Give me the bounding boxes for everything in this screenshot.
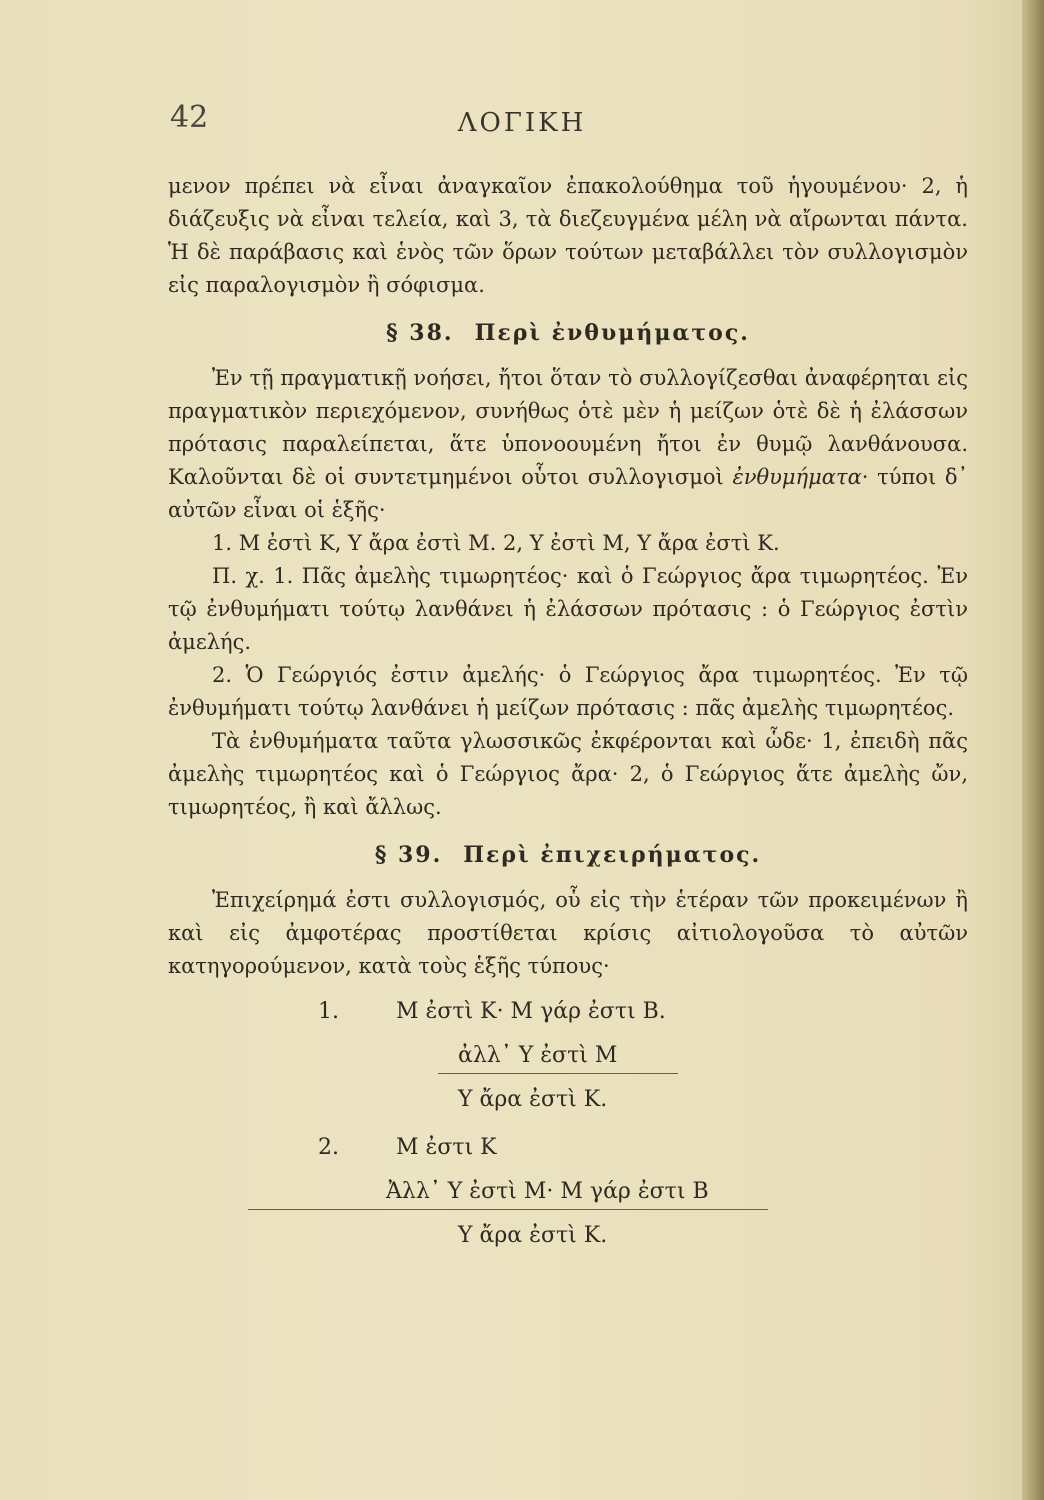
enthymeme-example-1: Π. χ. 1. Πᾶς ἀμελὴς τιμωρητέος· καὶ ὁ Γεώργιος ἄρα τιμωρητέος. Ἐν τῷ ἐνθυμήματι τούτῳ λανθάνει ἡ ἐλάσσων πρότασις : ὁ Γεώργιος ἐστὶν ἀμελής. (168, 564, 968, 654)
enthymeme-example-2: 2. Ὁ Γεώργιός ἐστιν ἀμελής· ὁ Γεώργιος ἄρα τιμωρητέος. Ἐν τῷ ἐνθυμήματι τούτῳ λανθάνει ἡ μείζων πρότασις : πᾶς ἀμελὴς τιμωρητέος. (168, 663, 968, 720)
enthymeme-final-paragraph: Τὰ ἐνθυμήματα ταῦτα γλωσσικῶς ἐκφέρονται καὶ ὧδε· 1, ἐπειδὴ πᾶς ἀμελὴς τιμωρητέος καὶ ὁ Γεώργιος ἄρα· 2, ὁ Γεώργιος ἅτε ἀμελὴς ὤν, τιμωρητέος, ἢ καὶ ἄλλως. (168, 729, 968, 819)
form-2-line-3: Υ ἄρα ἐστὶ Κ. (458, 1223, 608, 1248)
section-38-number: § 38. (386, 320, 454, 346)
section-38-paragraph (168, 362, 968, 527)
form-1-line-2: ἀλλ᾽ Υ ἐστὶ Μ (458, 1043, 618, 1068)
running-title: ΛΟΓΙΚΗ (457, 108, 587, 138)
section-38-title: Περὶ ἐνθυμήματος. (474, 320, 750, 346)
section-39-number: § 39. (374, 842, 443, 868)
section-38-heading (168, 317, 968, 350)
form-1-number: 1. (318, 999, 339, 1024)
section-38-para-tail: · τύποι δ᾽ αὐτῶν εἶναι οἱ ἑξῆς· (168, 465, 968, 522)
epicheirema-form-2 (168, 1125, 968, 1257)
epicheirema-form-1 (168, 989, 968, 1121)
intro-paragraph: μενον πρέπει νὰ εἶναι ἀναγκαῖον ἐπακολούθημα τοῦ ἡγουμένου· 2, ἡ διάζευξις νὰ εἶναι τελεία, καὶ 3, τὰ διεζευγμένα μέλη νὰ αἴρωνται πάντα. Ἡ δὲ παράβασις καὶ ἑνὸς τῶν ὅρων τούτων μεταβάλλει τὸν συλλογισμὸν εἰς παραλογισμὸν ἢ σόφισμα. (168, 174, 968, 297)
term-enthymemata: ἐνθυμήματα (732, 465, 862, 489)
page-header (0, 100, 1044, 150)
section-39-paragraph: Ἐπιχείρημά ἐστι συλλογισμός, οὗ εἰς τὴν ἑτέραν τῶν προκειμένων ἢ καὶ εἰς ἀμφοτέρας προστίθεται κρίσις αἰτιολογοῦσα τὸ αὐτῶν κατηγορούμενον, κατὰ τοὺς ἑξῆς τύπους· (168, 888, 968, 978)
page-number: 42 (170, 100, 209, 135)
form-2-line-2: Ἀλλ᾽ Υ ἐστὶ Μ· Μ γάρ ἐστι Β (386, 1179, 709, 1204)
form-1-line-1: Μ ἐστὶ Κ· Μ γάρ ἐστι Β. (396, 999, 666, 1024)
enthymeme-formula: 1. Μ ἐστὶ Κ, Υ ἄρα ἐστὶ Μ. 2, Υ ἐστὶ Μ, Υ ἄρα ἐστὶ Κ. (212, 531, 780, 555)
section-39-title: Περὶ ἐπιχειρήματος. (463, 842, 762, 868)
form-2-line-1: Μ ἐστι Κ (396, 1135, 497, 1160)
form-2-number: 2. (318, 1135, 339, 1160)
book-spine-edge (1022, 0, 1044, 1500)
section-38-para-text: Ἐν τῇ πραγματικῇ νοήσει, ἤτοι ὅταν τὸ συλλογίζεσθαι ἀναφέρηται εἰς πραγματικὸν περιεχόμενον, συνήθως ὁτὲ μὲν ἡ μείζων ὁτὲ δὲ ἡ ἐλάσσων πρότασις παραλείπεται, ἅτε ὑπονοουμένη ἤτοι ἐν θυμῷ λανθάνουσα. Καλοῦνται δὲ οἱ συντετμημένοι οὗτοι συλλογισμοὶ (168, 366, 968, 489)
form-2-rule (248, 1209, 768, 1210)
section-39-heading (168, 839, 968, 872)
page-body (168, 170, 968, 1257)
form-1-rule (438, 1073, 678, 1074)
form-1-line-3: Υ ἄρα ἐστὶ Κ. (458, 1087, 608, 1112)
